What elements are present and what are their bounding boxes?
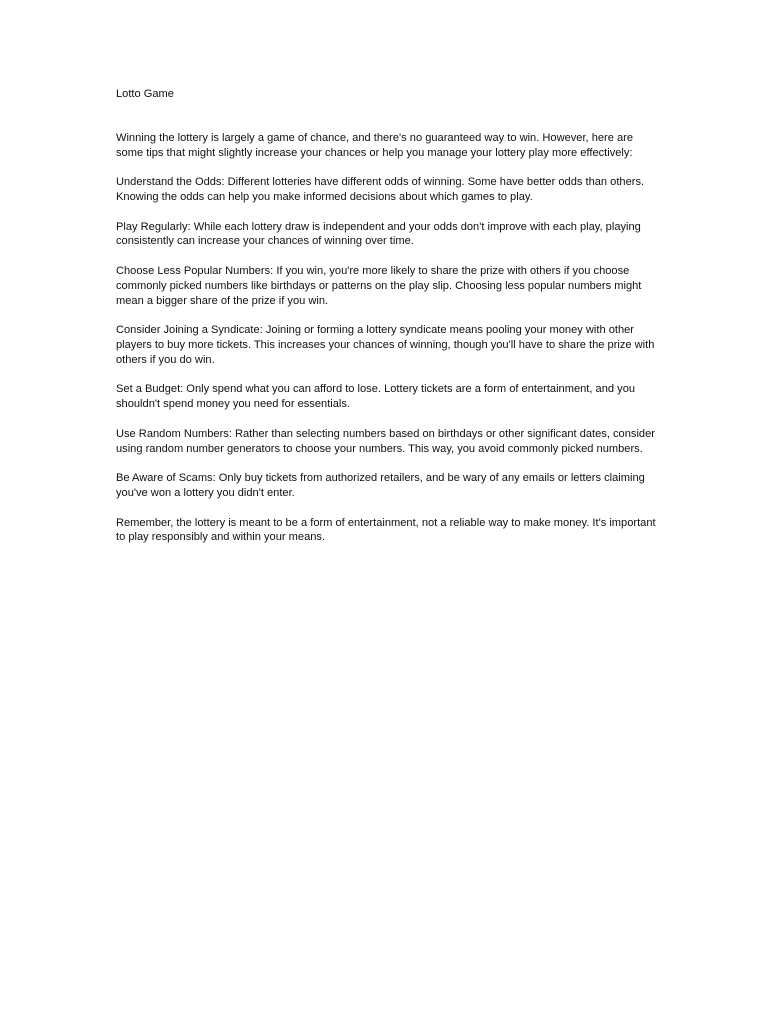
document-title: Lotto Game: [116, 88, 174, 100]
tip-less-popular-numbers: Choose Less Popular Numbers: If you win, you're more likely to share the prize with others if you choose commonly picked numbers like birthdays or patterns on the play slip. Choosing less popular numbers might mean a bigger share of the prize if you win.: [116, 264, 642, 307]
closing-paragraph: Remember, the lottery is meant to be a form of entertainment, not a reliable way to make money. It's important to play responsibly and within your means.: [116, 516, 656, 544]
tip-set-budget: Set a Budget: Only spend what you can afford to lose. Lottery tickets are a form of entertainment, and you shouldn't spend money you need for essentials.: [116, 383, 636, 411]
intro-paragraph: Winning the lottery is largely a game of chance, and there's no guaranteed way to win. However, here are some tips that might slightly increase your chances or help you manage your lottery play more effectively:: [116, 131, 634, 159]
tip-understand-odds: Understand the Odds: Different lotteries have different odds of winning. Some have better odds than others. Knowing the odds can help you make informed decisions about which games to play.: [116, 176, 645, 203]
tip-random-numbers: Use Random Numbers: Rather than selecting numbers based on birthdays or other significant dates, consider using random number generators to choose your numbers. This way, you avoid commonly picked numbers.: [116, 427, 655, 455]
tip-join-syndicate: Consider Joining a Syndicate: Joining or forming a lottery syndicate means pooling your money with other players to buy more tickets. This increases your chances of winning, though you'll have to share the prize with others if you do win.: [116, 324, 655, 366]
tip-beware-scams: Be Aware of Scams: Only buy tickets from authorized retailers, and be wary of any emails or letters claiming you've won a lottery you didn't enter.: [116, 472, 645, 499]
tip-play-regularly: Play Regularly: While each lottery draw is independent and your odds don't improve with each play, playing consistently can increase your chances of winning over time.: [116, 220, 641, 248]
document-body: [116, 87, 656, 560]
